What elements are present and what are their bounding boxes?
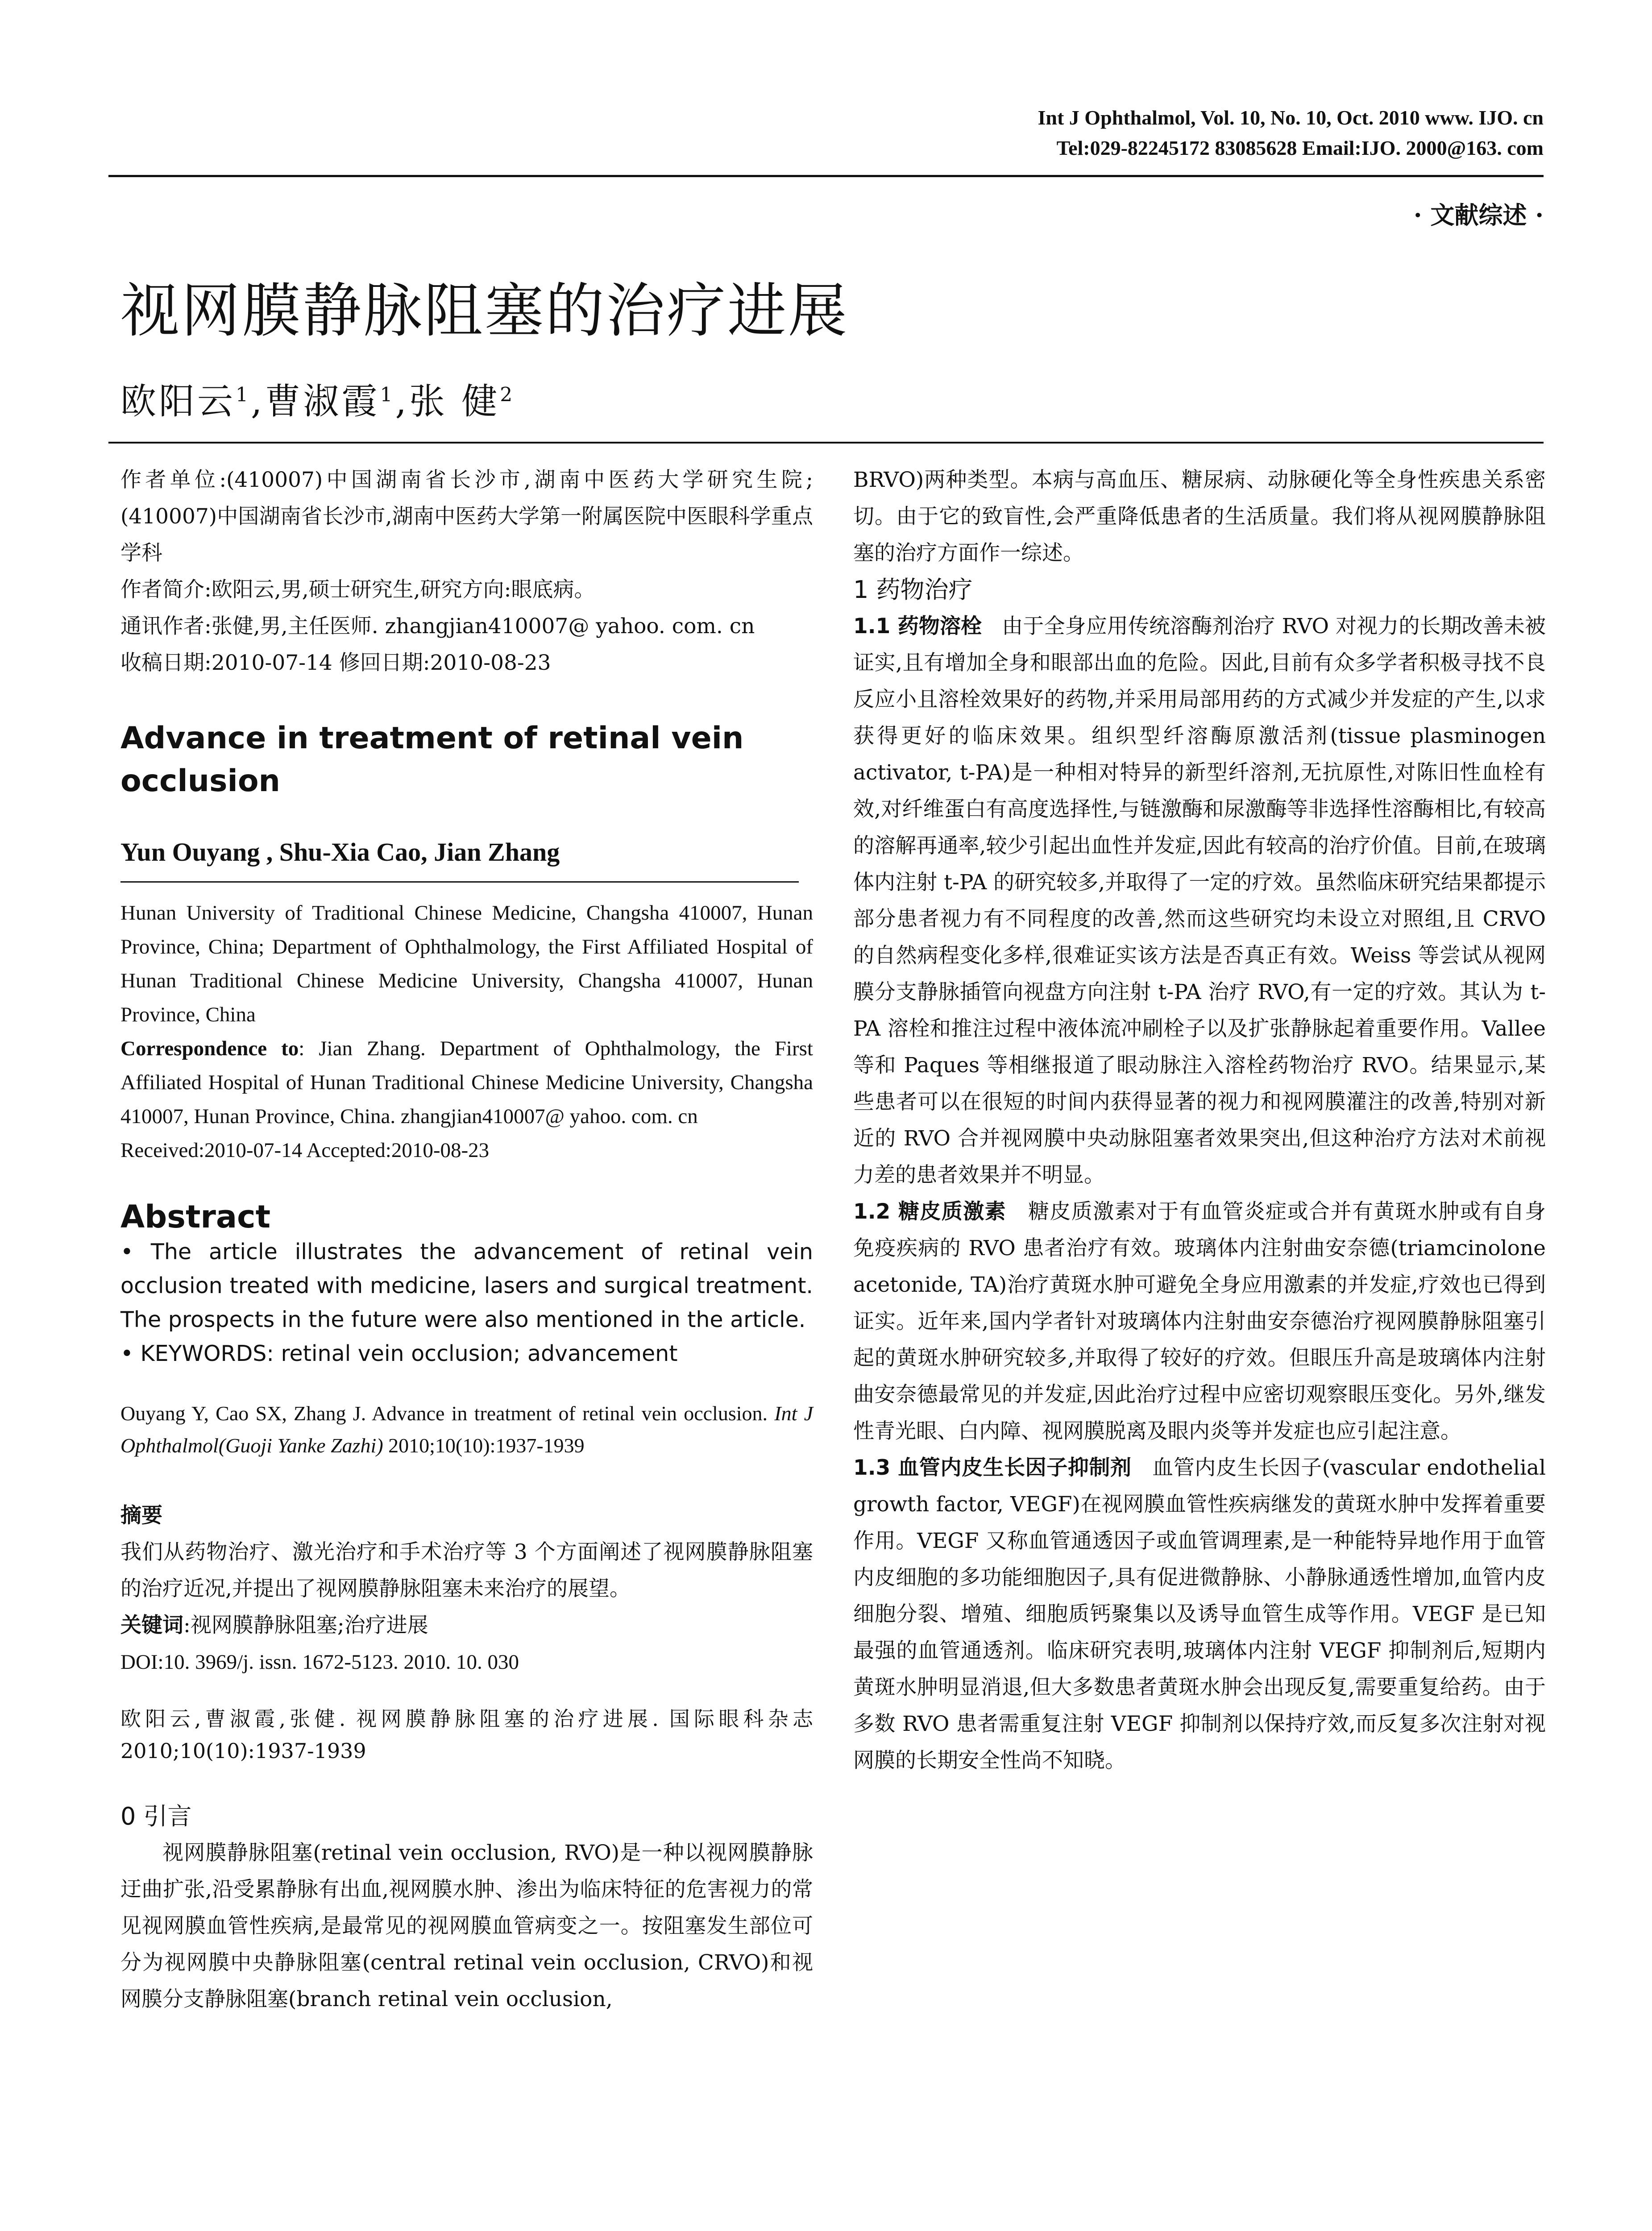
section-1-2: 1.2 糖皮质激素 糖皮质激素对于有血管炎症或合并有黄斑水肿或有自身免疫疾病的 RVO 患者治疗有效。玻璃体内注射曲安奈德(triamcinolone acetonide, TA)治疗黄斑水肿可避免全身应用激素的并发症,疗效也已得到证实。近年来,国内学者针对玻璃体内注射曲安奈德治疗视网膜静脉阻塞引起的黄斑水肿研究较多,并取得了较好的疗效。但眼压升高是玻璃体内注射曲安奈德最常见的并发症,因此治疗过程中应密切观察眼压变化。另外,继发性青光眼、白内障、视网膜脱离及眼内炎等并发症也应引起注意。 (853, 1199, 1546, 1443)
author-name: ,张 健 (395, 381, 500, 422)
section-tag: · 文献综述 · (1413, 201, 1544, 229)
author-intro: 作者简介:欧阳云,男,硕士研究生,研究方向:眼底病。 (120, 577, 595, 602)
article-title: 视网膜静脉阻塞的治疗进展 (120, 277, 849, 345)
cn-abstract-heading: 摘要 (120, 1503, 162, 1528)
intro-body: 视网膜静脉阻塞(retinal vein occlusion, RVO)是一种以视网膜静脉迂曲扩张,沿受累静脉有出血,视网膜水肿、渗出为临床特征的危害视力的常见视网膜血管性疾病,是最常见的视网膜血管病变之一。按阻塞发生部位可分为视网膜中央静脉阻塞(central retinal vein occlusion, CRVO)和视网膜分支静脉阻塞(branch retinal vein occlusion, (120, 1841, 813, 2011)
right-column (853, 462, 1546, 1779)
english-dates: Received:2010-07-14 Accepted:2010-08-23 (120, 1139, 490, 1162)
author-affiliation: 作者单位:(410007)中国湖南省长沙市,湖南中医药大学研究生院;(410007)中国湖南省长沙市,湖南中医药大学第一附属医院中医眼科学重点学科 (120, 468, 813, 565)
author-name: 欧阳云 (120, 381, 236, 422)
english-correspondence: Correspondence to: Jian Zhang. Department of Ophthalmology, the First Affiliated Hospital of Hunan Traditional Chinese Medicine University, Changsha 410007, Hunan Province, China. zhangjian410007@ yahoo. com. cn (120, 1037, 813, 1128)
english-affiliation: Hunan University of Traditional Chinese Medicine, Changsha 410007, Hunan Province, China; Department of Ophthalmology, the First Affiliated Hospital of Hunan Traditional Chinese Medicine University, Changsha 410007, Hunan Province, China (120, 901, 813, 1026)
doi: DOI:10. 3969/j. issn. 1672-5123. 2010. 10. 030 (120, 1650, 519, 1674)
title-rule (108, 442, 1544, 444)
cn-abstract-body: 我们从药物治疗、激光治疗和手术治疗等 3 个方面阐述了视网膜静脉阻塞的治疗近况,并提出了视网膜静脉阻塞未来治疗的展望。 (120, 1540, 813, 1601)
journal-contact: Tel:029-82245172 83085628 Email:IJO. 2000@163. com (1056, 137, 1544, 159)
section-1-3: 1.3 血管内皮生长因子抑制剂 血管内皮生长因子(vascular endothelial growth factor, VEGF)在视网膜血管性疾病继发的黄斑水肿中发挥着重要作用。VEGF 又称血管通透因子或血管调理素,是一种能特异地作用于血管内皮细胞的多功能细胞因子,具有促进微静脉、小静脉通透性增加,血管内皮细胞分裂、增殖、细胞质钙聚集以及诱导血管生成等作用。VEGF 是已知最强的血管通透剂。临床研究表明,玻璃体内注射 VEGF 抑制剂后,短期内黄斑水肿明显消退,但大多数患者黄斑水肿会出现反复,需要重复给药。由于多数 RVO 患者需重复注射 VEGF 抑制剂以保持疗效,而反复多次注射对视网膜的长期安全性尚不知晓。 (853, 1456, 1546, 1773)
abstract-keywords: • KEYWORDS: retinal vein occlusion; advancement (120, 1341, 678, 1366)
english-authors: Yun Ouyang , Shu-Xia Cao, Jian Zhang (120, 838, 560, 867)
received-dates: 收稿日期:2010-07-14 修回日期:2010-08-23 (120, 651, 551, 675)
english-rule (120, 881, 799, 883)
section-1-heading: 1 药物治疗 (853, 576, 973, 604)
journal-header: Int J Ophthalmol, Vol. 10, No. 10, Oct. 2010 www. IJO. cn (1038, 106, 1544, 129)
cn-keywords: 关键词:视网膜静脉阻塞;治疗进展 (120, 1613, 428, 1638)
english-title: Advance in treatment of retinal vein occlusion (120, 721, 744, 799)
corresponding-author: 通讯作者:张健,男,主任医师. zhangjian410007@ yahoo. com. cn (120, 614, 755, 639)
english-citation: Ouyang Y, Cao SX, Zhang J. Advance in treatment of retinal vein occlusion. Int J Ophthalmol(Guoji Yanke Zazhi) 2010;10(10):1937-1939 (120, 1402, 813, 1457)
abstract-body: • The article illustrates the advancement of retinal vein occlusion treated with medicine, lasers and surgical treatment. The prospects in the future were also mentioned in the article. (120, 1239, 813, 1332)
section-1-1: 1.1 药物溶栓 由于全身应用传统溶酶剂治疗 RVO 对视力的长期改善未被证实,且有增加全身和眼部出血的危险。因此,目前有众多学者积极寻找不良反应小且溶栓效果好的药物,并采用局部用药的方式减少并发症的产生,以求获得更好的临床效果。组织型纤溶酶原激活剂(tissue plasminogen activator, t-PA)是一种相对特异的新型纤溶剂,无抗原性,对陈旧性血栓有效,对纤维蛋白有高度选择性,与链激酶和尿激酶等非选择性溶酶相比,有较高的溶解再通率,较少引起出血性并发症,因此有较高的治疗价值。目前,在玻璃体内注射 t-PA 的研究较多,并取得了一定的疗效。虽然临床研究结果都提示部分患者视力有不同程度的改善,然而这些研究均未设立对照组,且 CRVO 的自然病程变化多样,很难证实该方法是否真正有效。Weiss 等尝试从视网膜分支静脉插管向视盘方向注射 t-PA 治疗 RVO,有一定的疗效。其认为 t-PA 溶栓和推注过程中液体流冲刷栓子以及扩张静脉起着重要作用。Vallee 等和 Paques 等相继报道了眼动脉注入溶栓药物治疗 RVO。结果显示,某些患者可以在很短的时间内获得显著的视力和视网膜灌注的改善,特别对新近的 RVO 合并视网膜中央动脉阻塞者效果突出,但这种治疗方法对术前视力差的患者效果并不明显。 (853, 614, 1546, 1187)
abstract-heading: Abstract (120, 1198, 271, 1235)
author-name: ,曹淑霞 (251, 381, 380, 422)
left-column (120, 462, 813, 2018)
author-list: 欧阳云$^1$,曹淑霞$^1$,张 健$^2$ (120, 381, 515, 422)
intro-heading: 0 引言 (120, 1802, 192, 1830)
header-rule (108, 175, 1544, 177)
intro-continued: BRVO)两种类型。本病与高血压、糖尿病、动脉硬化等全身性疾患关系密切。由于它的致盲性,会严重降低患者的生活质量。我们将从视网膜静脉阻塞的治疗方面作一综述。 (853, 468, 1546, 565)
cn-citation: 欧阳云,曹淑霞,张健. 视网膜静脉阻塞的治疗进展. 国际眼科杂志 2010;10(10):1937-1939 (120, 1707, 813, 1763)
